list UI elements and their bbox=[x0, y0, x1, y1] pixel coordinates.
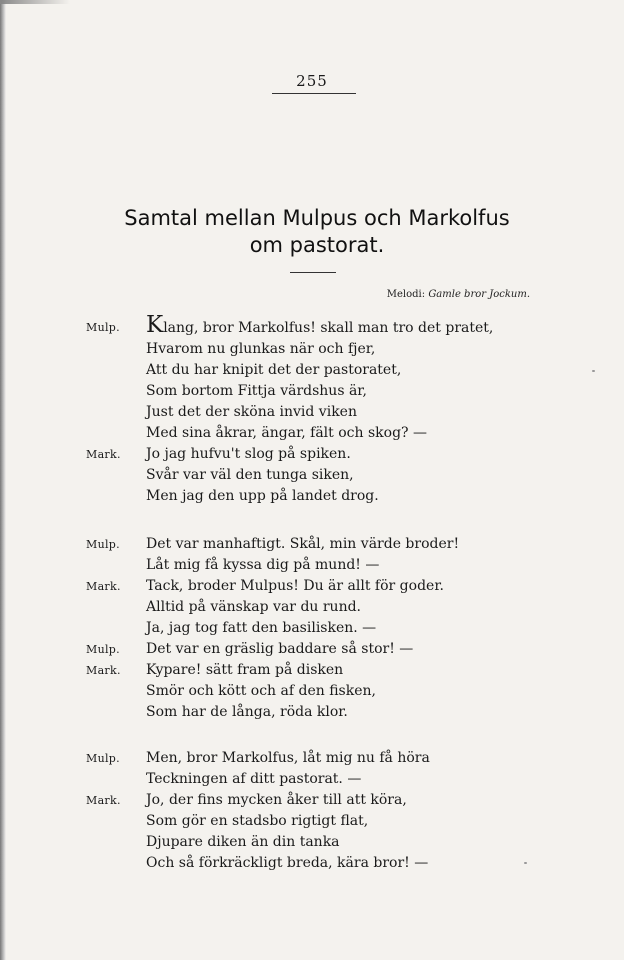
verse-text: Alltid på vänskap var du rund. bbox=[146, 599, 362, 615]
verse-line bbox=[0, 443, 624, 465]
page-corner-shadow bbox=[0, 0, 70, 4]
drop-initial: K bbox=[146, 312, 164, 338]
verse-text: Teckningen af ditt pastorat. — bbox=[146, 771, 362, 787]
page-number-rule bbox=[272, 93, 356, 94]
verse-line bbox=[0, 401, 624, 423]
verse-line bbox=[0, 464, 624, 486]
verse-line bbox=[0, 638, 624, 660]
melody-label: Melodi: bbox=[386, 289, 426, 300]
verse-text: Jo, der fins mycken åker till att köra, bbox=[146, 792, 407, 808]
verse-text: Som gör en stadsbo rigtigt flat, bbox=[146, 813, 369, 829]
verse-line bbox=[0, 852, 624, 874]
verse-line bbox=[0, 533, 624, 555]
page-number: 255 bbox=[296, 72, 328, 90]
verse-line bbox=[0, 422, 624, 444]
speaker-label: Mark. bbox=[86, 664, 121, 677]
verse-text: Smör och kött och af den fisken, bbox=[146, 683, 376, 699]
speaker-label: Mulp. bbox=[86, 538, 120, 551]
verse-text: Hvarom nu glunkas när och fjer, bbox=[146, 341, 376, 357]
verse-text: Klang, bror Markolfus! skall man tro det pratet, bbox=[146, 312, 494, 338]
title-rule bbox=[290, 272, 336, 273]
verse-text: Jo jag hufvu't slog på spiken. bbox=[146, 446, 351, 462]
verse-text: Att du har knipit det der pastoratet, bbox=[146, 362, 402, 378]
verse-text: Som har de långa, röda klor. bbox=[146, 704, 348, 720]
verse-text: Men jag den upp på landet drog. bbox=[146, 488, 379, 504]
verse-line bbox=[0, 831, 624, 853]
verse-text: Låt mig få kyssa dig på mund! — bbox=[146, 557, 380, 573]
verse-line bbox=[0, 359, 624, 381]
verse-line bbox=[0, 659, 624, 681]
verse-line bbox=[0, 768, 624, 790]
verse-text: Svår var väl den tunga siken, bbox=[146, 467, 354, 483]
verse-text: Men, bror Markolfus, låt mig nu få höra bbox=[146, 750, 430, 766]
poem-title-line-1: Samtal mellan Mulpus och Markolfus bbox=[124, 206, 510, 230]
poem-title-line-2: om pastorat. bbox=[249, 233, 385, 257]
speaker-label: Mulp. bbox=[86, 321, 120, 334]
verse-text: Och så förkräckligt breda, kära bror! — bbox=[146, 855, 429, 871]
verse-text: Djupare diken än din tanka bbox=[146, 834, 340, 850]
verse-line bbox=[0, 596, 624, 618]
verse-line bbox=[0, 554, 624, 576]
speaker-label: Mark. bbox=[86, 448, 121, 461]
speaker-label: Mark. bbox=[86, 794, 121, 807]
verse-line bbox=[0, 789, 624, 811]
verse-line bbox=[0, 312, 624, 338]
verse-text: Det var manhaftigt. Skål, min värde broder! bbox=[146, 536, 460, 552]
speaker-label: Mark. bbox=[86, 580, 121, 593]
verse-line bbox=[0, 747, 624, 769]
verse-line bbox=[0, 575, 624, 597]
verse-line bbox=[0, 701, 624, 723]
verse-line bbox=[0, 485, 624, 507]
verse-line bbox=[0, 810, 624, 832]
verse-text: Ja, jag tog fatt den basilisken. — bbox=[146, 620, 377, 636]
verse-text: Som bortom Fittja värdshus är, bbox=[146, 383, 367, 399]
melody-tune: Gamle bror Jockum. bbox=[428, 289, 530, 300]
paper-speck bbox=[524, 862, 527, 864]
verse-line bbox=[0, 338, 624, 360]
speaker-label: Mulp. bbox=[86, 752, 120, 765]
verse-line bbox=[0, 617, 624, 639]
verse-line bbox=[0, 380, 624, 402]
verse-text: Det var en gräslig baddare så stor! — bbox=[146, 641, 414, 657]
paper-speck bbox=[592, 370, 595, 372]
speaker-label: Mulp. bbox=[86, 643, 120, 656]
melody-note bbox=[387, 289, 530, 300]
verse-line bbox=[0, 680, 624, 702]
verse-text: Tack, broder Mulpus! Du är allt för goder. bbox=[146, 578, 444, 594]
verse-text: Kypare! sätt fram på disken bbox=[146, 662, 344, 678]
verse-text: Med sina åkrar, ängar, fält och skog? — bbox=[146, 425, 427, 441]
verse-text: Just det der sköna invid viken bbox=[146, 404, 357, 420]
